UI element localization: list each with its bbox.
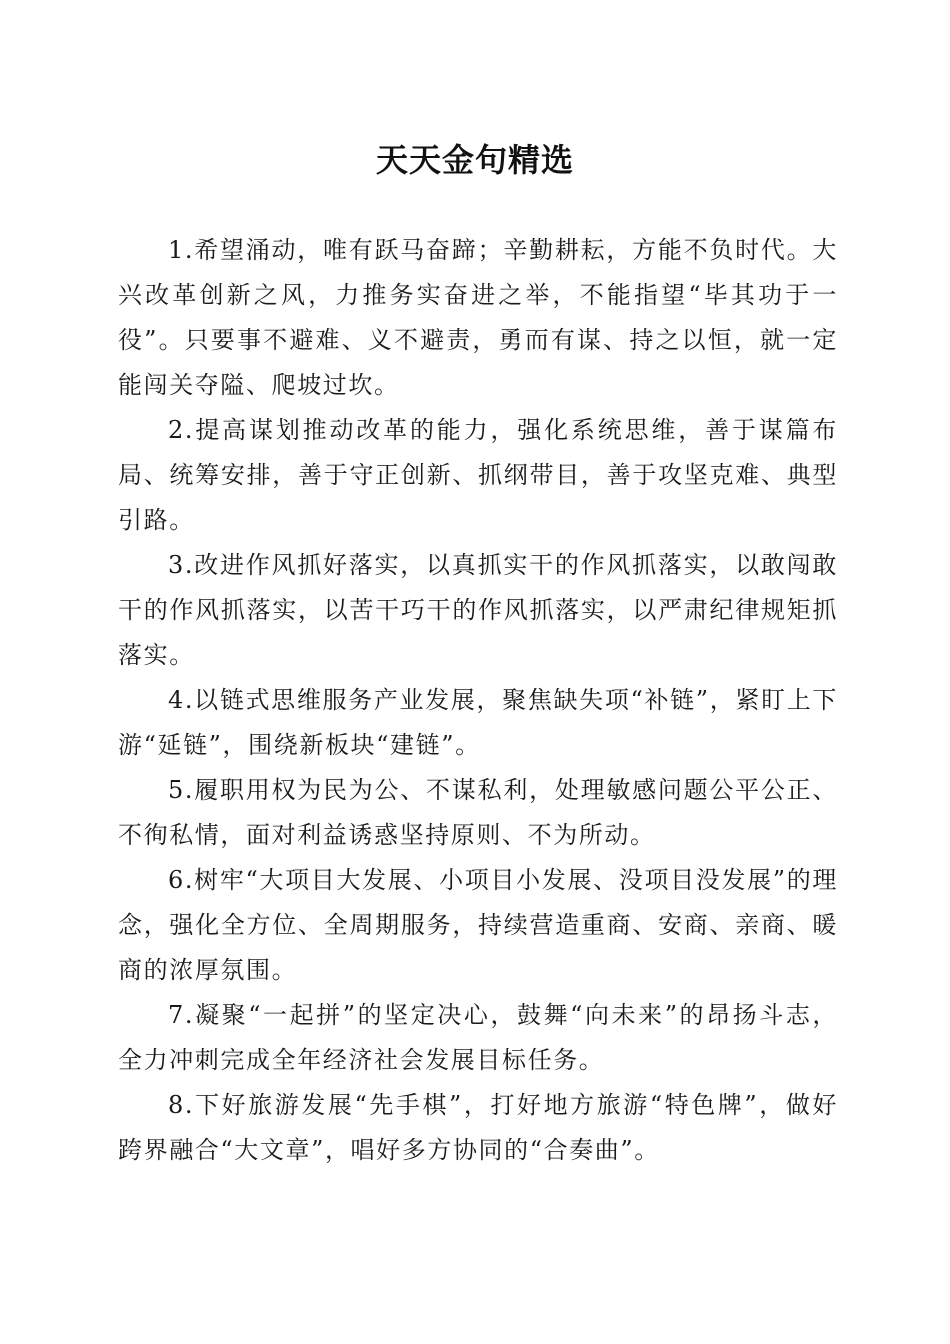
document-title: 天天金句精选	[375, 141, 574, 179]
paragraph-6: 6.树牢“大项目大发展、小项目小发展、没项目没发展”的理念，强化全方位、全周期服务，持续营造重商、安商、亲商、暖商的浓厚氛围。	[118, 866, 838, 984]
paragraph-5: 5.履职用权为民为公、不谋私利，处理敏感问题公平公正、不徇私情，面对利益诱惑坚持原则、不为所动。	[118, 776, 838, 849]
paragraph-1: 1.希望涌动，唯有跃马奋蹄；辛勤耕耘，方能不负时代。大兴改革创新之风，力推务实奋进之举，不能指望“毕其功于一役”。只要事不避难、义不避责，勇而有谋、持之以恒，就一定能闯关夺隘、爬坡过坎。	[118, 236, 838, 399]
paragraph-2: 2.提高谋划推动改革的能力，强化系统思维，善于谋篇布局、统筹安排，善于守正创新、抓纲带目，善于攻坚克难、典型引路。	[118, 416, 838, 534]
paragraph-3: 3.改进作风抓好落实，以真抓实干的作风抓落实，以敢闯敢干的作风抓落实，以苦干巧干的作风抓落实，以严肃纪律规矩抓落实。	[118, 551, 838, 669]
paragraph-7: 7.凝聚“一起拼”的坚定决心，鼓舞“向未来”的昂扬斗志，全力冲刺完成全年经济社会发展目标任务。	[118, 1001, 838, 1074]
paragraph-4: 4.以链式思维服务产业发展，聚焦缺失项“补链”，紧盯上下游“延链”，围绕新板块“建链”。	[118, 686, 838, 759]
paragraph-8: 8.下好旅游发展“先手棋”，打好地方旅游“特色牌”，做好跨界融合“大文章”，唱好多方协同的“合奏曲”。	[118, 1091, 838, 1164]
document-body	[118, 228, 838, 1173]
